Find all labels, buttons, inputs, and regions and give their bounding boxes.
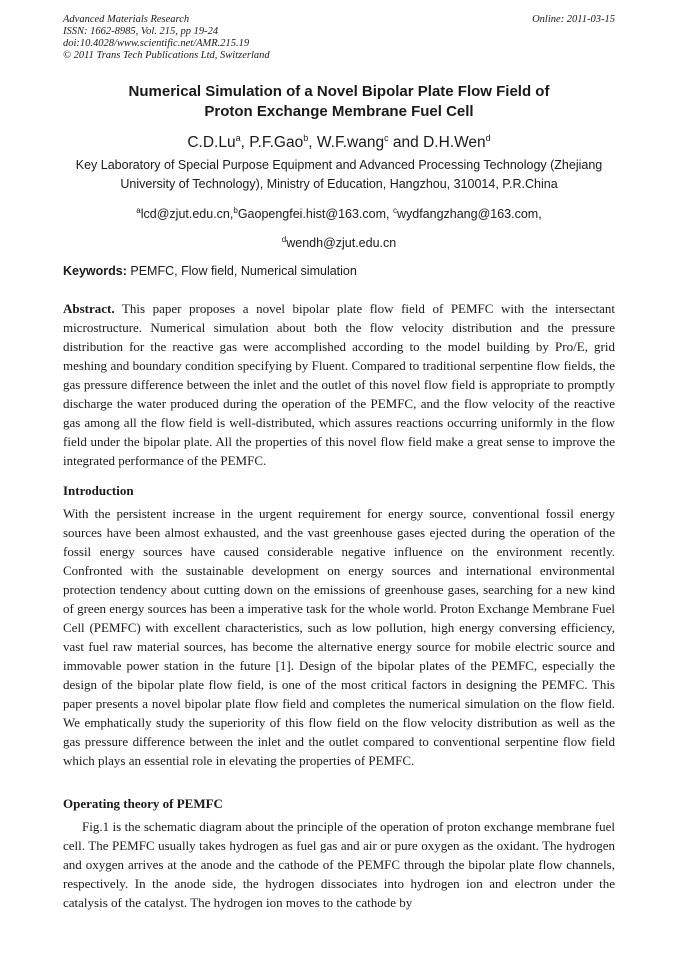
online-date: Online: 2011-03-15	[532, 14, 615, 25]
journal-doi[interactable]: doi:10.4028/www.scientific.net/AMR.215.19	[63, 38, 250, 49]
email-2[interactable]: Gaopengfei.hist@163.com,	[237, 207, 390, 222]
affiliation	[40, 156, 638, 194]
email-3[interactable]: wydfangzhang@163.com,	[396, 207, 542, 222]
email-2-mark: b	[233, 206, 238, 215]
title-line-1: Numerical Simulation of a Novel Bipolar Plate Flow Field of	[128, 83, 550, 100]
keywords-text: PEMFC, Flow field, Numerical simulation	[126, 264, 357, 278]
theory-heading: Operating theory of PEMFC	[63, 796, 223, 811]
journal-header	[63, 14, 615, 62]
email-line-2	[40, 227, 638, 256]
email-3-mark: c	[392, 206, 397, 215]
introduction-text: With the persistent increase in the urgent requirement for energy source, conventional fossil energy sources have been almost exhausted, and the vast greenhouse gases ejected during the operation of the fossil energy sources have caused considerable negative influence on the environment recently. Confronted with the sustainable development on energy sources and international environmental protection tendency about cutting down on the emissions of greenhouse gases, searching for a new kind of green energy sources has been a imperative task for the whole world. Proton Exchange Membrane Fuel Cell (PEMFC) with excellent characteristics, such as low pollution, high energy conversing efficiency, vast fuel raw material sources, has become the alternative energy source for mobile electric source and immovable power station in the future [1]. Design of the bipolar plates of the PEMFC, especially the design of the bipolar plate flow field, is one of the most critical factors in designing the PEMFC. This paper presents a novel bipolar plate flow field and completes the numerical simulation on the flow field. We emphatically study the superiority of this flow field on the flow velocity distribution as well as the gas pressure difference between the inlet and the outlet compared to conventional serpentine flow field which plays an essential role in elevating the properties of PEMFC.	[63, 506, 615, 768]
author-1: C.D.Lu	[187, 134, 236, 152]
author-3-mark: c	[384, 133, 389, 143]
author-1-mark: a	[235, 133, 241, 143]
keywords-label: Keywords:	[63, 264, 127, 278]
author-2-mark: b	[303, 133, 309, 143]
email-1[interactable]: lcd@zjut.edu.cn,	[140, 207, 234, 222]
author-2: P.F.Gao	[249, 134, 304, 152]
affiliation-line-1: Key Laboratory of Special Purpose Equipment and Advanced Processing Technology (Zhejiang	[75, 158, 603, 172]
author-4-mark: d	[485, 133, 491, 143]
title-line-2: Proton Exchange Membrane Fuel Cell	[204, 103, 474, 120]
author-4: D.H.Wen	[423, 134, 486, 152]
theory-text: Fig.1 is the schematic diagram about the principle of the operation of proton exchange membrane fuel cell. The PEMFC usually takes hydrogen as fuel gas and air or pure oxygen as the oxidant. The hydrogen and oxygen arrives at the anode and the cathode of the PEMFC through the bipolar plate flow channels, respectively. In the anode side, the hydrogen dissociates into hydrogen ion and electron under the catalysis of the catalyst. The hydrogen ion moves to the cathode by	[63, 819, 615, 910]
author-3: W.F.wang	[316, 134, 385, 152]
author-list: C.D.Lu$^a$, P.F.Gao$^b$, W.F.wang$^c$ and D.H.Wen$^d$	[187, 133, 491, 152]
introduction-heading: Introduction	[63, 483, 134, 498]
abstract-text: This paper proposes a novel bipolar plate flow field of PEMFC with the intersectant microstructure. Numerical simulation about both the flow velocity distribution and the pressure distribution for the reactive gas were accomplished according to the model building by Pro/E, grid meshing and boundary condition specifying by Fluent. Compared to traditional serpentine flow fields, the gas pressure difference between the inlet and the outlet of this novel flow field is appropriate to promptly discharge the water produced during the operation of the PEMFC, and the flow velocity of the reactive gas among all the flow field is well-distributed, which assures reactions occurring uniformly in the flow field under the bipolar plate. All the properties of this novel flow field make a great sense to improve the integrated performance of the PEMFC.	[63, 301, 615, 468]
journal-name: Advanced Materials Research	[63, 14, 190, 25]
email-4[interactable]: wendh@zjut.edu.cn	[286, 236, 397, 251]
abstract-label: Abstract.	[63, 301, 115, 316]
email-1-mark: a	[136, 206, 141, 215]
paper-title	[40, 82, 638, 122]
keywords	[63, 262, 615, 280]
email-4-mark: d	[281, 235, 287, 245]
email-line-1	[40, 198, 638, 227]
affiliation-line-2: University of Technology), Ministry of Education, Hangzhou, 310014, P.R.China	[120, 177, 558, 191]
author-emails	[40, 198, 638, 256]
journal-copyright: © 2011 Trans Tech Publications Ltd, Switzerland	[63, 50, 270, 61]
journal-issn: ISSN: 1662-8985, Vol. 215, pp 19-24	[63, 26, 219, 37]
abstract	[63, 299, 615, 470]
